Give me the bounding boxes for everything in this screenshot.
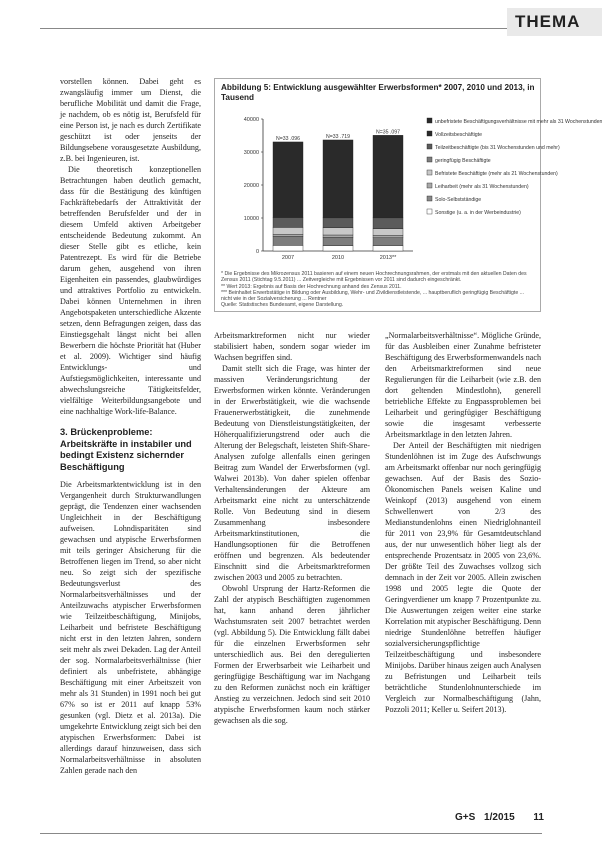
page-footer — [449, 812, 544, 823]
figure-note: Quelle: Statistisches Bundesamt, eigene Darstellung. — [221, 302, 344, 309]
section-tab — [507, 8, 602, 36]
bar-segment — [323, 140, 353, 218]
paragraph: Arbeitsmarktreformen nicht nur wieder stabilisiert haben, sondern sogar wieder im Wachsen begriffen sind. — [214, 331, 370, 362]
stacked-bar-chart — [215, 103, 602, 273]
y-tick-label: 30000 — [243, 150, 259, 156]
issue-number: 1/2015 — [484, 812, 515, 823]
paragraph: Obwohl Ursprung der Hartz-Reformen die Zahl der atypisch Beschäftigten zugenommen hat, kann anhand deren jährlicher Wachstumsraten seit 2007 betrachtet werden (vgl. Abbildung 5). Die Entwicklung fällt dabei für die einzelnen Erwerbsformen sehr unterschiedlich aus. Bei den deregulierten Formen der Erwerbsarbeit wie Leiharbeit und geringfügige Beschäftigung war im Nachgang zu den Reformen zunächst noch ein kräftiger Anstieg zu verzeichnen. Jedoch sind seit 2010 atypische Erwerbsformen kaum noch stärker gewachsen als die sog. — [214, 584, 370, 725]
legend-swatch — [427, 118, 432, 123]
legend-label: Sonstige (u. a. in der Werbeindustrie) — [435, 210, 521, 216]
paragraph: vorstellen können. Dabei geht es zwangsläufig immer um Dienst, die berufliche Mobilität und damit die Frage, je nachdem, ob es nötig ist, Berufsfeld für eine Person ist, je nach es durch Zertifikate geschützt ist oder jenseits der Bildungsebene vorausgesetzte Ausbildung, z.B. bei Ingenieuren, ist. — [60, 77, 201, 163]
figure-note: ** Wert 2013: Ergebnis auf Basis der Hochrechnung anhand des Zensus 2011. — [221, 283, 402, 290]
bar-segment — [323, 228, 353, 235]
x-tick-label: 2013** — [379, 255, 397, 261]
legend-label: Vollzeitsbeschäftigte — [435, 132, 483, 138]
paragraph: „Normalarbeitsverhältnisse“. Mögliche Gründe, für das Ausbleiben einer Zunahme befristeter Beschäftigung des Erwerbsformenwandels nach den Arbeitsmarktreformen sind neue Regulierungen für die Leiharbeit (wie z.B. den dort geltenden Mindestlohn), generell betriebliche Effekte zu Engpassproblemen bei Leiharbeit und geringfügiger Beschäftigung sowie die insgesamt verbesserte Arbeitsmarktlage in den letzten Jahren. — [385, 331, 541, 439]
bar-segment — [273, 234, 303, 236]
legend-swatch — [427, 196, 432, 201]
bar-segment — [373, 246, 403, 251]
legend-label: Solo-Selbstständige — [435, 197, 482, 203]
bar-segment — [273, 227, 303, 234]
y-tick-label: 0 — [255, 249, 259, 255]
legend-label: geringfügig Beschäftigte — [435, 158, 491, 164]
legend-label: Befristete Beschäftigte (mehr als 21 Wochenstunden) — [435, 171, 558, 177]
y-tick-label: 20000 — [243, 183, 259, 189]
bar-segment — [373, 238, 403, 246]
total-label: N=33 .719 — [325, 133, 351, 140]
figure-note: *** Beinhaltet Erwerbstätige in Bildung oder Ausbildung, Wehr- und Zivildienstleistende, ... hauptberuflich geringfügig Beschäftigte ... nicht wie in der Sozialversicherung ... Rentner — [221, 289, 524, 303]
total-label: N=33 .096 — [275, 135, 301, 142]
legend-swatch — [427, 157, 432, 162]
bar-segment — [273, 218, 303, 228]
paragraph: Die Arbeitsmarktentwicklung ist in den Vergangenheit durch Strukturwandlungen geprägt, die Tendenzen einer wachsenden Ungleichheit in der Beschäftigung aufweisen. Lohndisparitäten sind gewachsen und atypische Erwerbsformen mit teils geringer Absicherung für die Betroffenen liegen im Trend, so aber nicht neu. So zeigt sich der spezifische Bedeutungsverlust des Normalarbeitsverhältnisses und der Anteilzuwachs atypischer Erwerbsformen wie Teilzeitbeschäftigung, Minijobs, Leiharbeit und befristete Beschäftigung nicht erst in den letzten Jahren, sondern seit mehr als zwei Dekaden. Lag der Anteil der sog. Normalarbeitsverhältnisse (hier definiert als unbefristete, abhängige Beschäftigung mit einer Arbeitszeit von mehr als 31 Stunden) in 1991 noch bei gut 67% so ist er 2011 auf knapp 53% gesunken (vgl. Dietz et al. 2013a). Die umgekehrte Entwicklung zeigt sich bei den atypischen Erwerbsformen: Dabei ist allerdings darauf hinzuweisen, dass sich Normalarbeitsverhältnisse in absoluten Zahlen gerade nach den — [60, 480, 201, 775]
total-label: N=35 .097 — [375, 129, 401, 136]
legend-swatch — [427, 183, 432, 188]
page-number: 11 — [533, 812, 544, 823]
bar-segment — [273, 142, 303, 218]
column-right — [385, 330, 541, 715]
bar-segment — [323, 235, 353, 237]
bar-segment — [373, 218, 403, 229]
paragraph: Damit stellt sich die Frage, was hinter der massiven Veränderungsrichtung der Erwerbsformen wirken könnte. Veränderungen in der Erwerbstätigkeit, wie die wachsende Frauenerwerbstätigkeit, die zunehmende Bedeutung von Dienstleistungstätigkeiten, der Höherqualifizierungstrend oder auch die Alterung der Belegschaft, leisteten Shift-Share-Analysen zufolge allenfalls einen geringen Beitrag zum Wandel der Erwerbsformen (vgl. Walwei 2013b). Von daher spielen offenbar Verhaltensänderungen der Akteure am Arbeitsmarkt eine nicht zu unterschätzende Rolle. Von Bedeutung sind in diesem Zusammenhang insbesondere Arbeitsmarktinstitutionen, die Handlungsoptionen für die Betroffenen eröffnen und begrenzen. Als bedeutender Einschnitt sind die Arbeitsmarktreformen zwischen 2003 und 2005 zu betrachten. — [214, 364, 370, 582]
section-heading: 3. Brückenprobleme: Arbeitskräfte in instabiler und bedingt Existenz sichernder Beschäftigung — [60, 427, 192, 472]
y-tick-label: 40000 — [243, 117, 259, 123]
footer-rule — [40, 833, 542, 834]
figure-5 — [214, 78, 602, 312]
figure-note: * Die Ergebnisse des Mikrozensus 2011 basieren auf einem neuen Hochrechnungsrahmen, der erstmals mit den aktuellen Daten des Zensus 2011 (Stichtag 9.5.2011) ... Zeitvergleiche mit Ergebnissen vor 2011 sind dadurch eingeschränkt. — [221, 271, 527, 284]
section-label: THEMA — [515, 12, 581, 31]
legend-swatch — [427, 131, 432, 136]
figure-title: Abbildung 5: Entwicklung ausgewählter Erwerbsformen* 2007, 2010 und 2013, in Tausend — [221, 83, 535, 102]
legend-label: unbefristete Beschäftigungsverhältnisse mit mehr als 31 Wochenstunden — [435, 119, 602, 125]
y-tick-label: 10000 — [243, 216, 259, 222]
legend-swatch — [427, 170, 432, 175]
bar-segment — [373, 235, 403, 237]
bar-segment — [323, 237, 353, 245]
figure-notes — [221, 271, 535, 309]
header-rule — [40, 28, 542, 29]
bar-segment — [373, 135, 403, 218]
bar-segment — [273, 245, 303, 251]
bar-segment — [323, 218, 353, 228]
column-middle — [214, 330, 370, 726]
column-left — [60, 76, 201, 776]
legend-swatch — [427, 209, 432, 214]
bar-segment — [273, 236, 303, 245]
legend-swatch — [427, 144, 432, 149]
paragraph: Die theoretisch konzeptionellen Betrachtungen haben deutlich gemacht, dass für die Bestätigung des künftigen Fachkräftebedarfs der Attraktivität der betreffenden Berufsfelder und der in diesem Umfeld aktiven Arbeitgeber entscheidende Bedeutung zukommt. An dieser Stelle gibt es etliche, kein Patentrezept. Es wird für die Betriebe darum gehen, ausgehend von ihren Eigenheiten ein passendes, glaubwürdiges und attraktives Portfolio zu entwickeln. Dabei können Unternehmen in ihren Angebotspaketen unterschiedliche Akzente setzen, denn Befragungen zeigen, dass das Einstiegsgehalt längst nicht bei allen Bewerbern die höchste Priorität hat (Huber et al. 2009). Wichtiger sind häufig Entwicklungs- und Aufstiegsmöglichkeiten, interessante und abwechslungsreiche Tätigkeitsfelder, vielfältige Weiterbildungsangebote und eine nachhaltige Work-life-Balance. — [60, 165, 201, 416]
bar-segment — [323, 246, 353, 251]
paragraph: Der Anteil der Beschäftigten mit niedrigen Stundenlöhnen ist im Zuge des Aufschwungs am Arbeitsmarkt offenbar nur noch geringfügig gewachsen. Auf der Basis des Sozio-Ökonomischen Panels weisen Kaline und Weinkopf (2013) ausgehend von einem Schwellenwert von 2/3 des Medianstundenlohns einen Niedriglohnanteil für 2011 von 23,9% für Gesamtdeutschland aus, der nur unwesentlich höher liegt als der entsprechende Prozentsatz in 2005 von 23,6%. Der größte Teil des Zuwachses vollzog sich demnach in der Zeit vor 2005. Allein zwischen 1998 und 2005 legte die Quote der Geringverdiener um knapp 7 Prozentpunkte zu. Die Auswertungen zeigen weiter eine starke Korrelation mit atypischer Beschäftigung. Denn niedrige Stundenlöhne betreffen häufiger sozialversicherungspflichtige Teilzeitbeschäftigung und insbesondere Minijobs. Darüber hinaus zeigen auch Analysen zu Befristungen und Leiharbeit teils beträchtliche Stundenlohnunterschiede im Vergleich zur Normalbeschäftigung (Jahn, Pozzoli 2011; Keller u. Seifert 2013). — [385, 441, 541, 714]
legend-label: Leiharbeit (mehr als 31 Wochenstunden) — [435, 184, 529, 190]
legend-label: Teilzeitbeschäftigte (bis 31 Wochenstunden und mehr) — [435, 145, 560, 151]
x-tick-label: 2010 — [331, 255, 345, 261]
x-tick-label: 2007 — [281, 255, 295, 261]
bar-segment — [373, 229, 403, 236]
journal-name: G+S — [454, 812, 476, 823]
